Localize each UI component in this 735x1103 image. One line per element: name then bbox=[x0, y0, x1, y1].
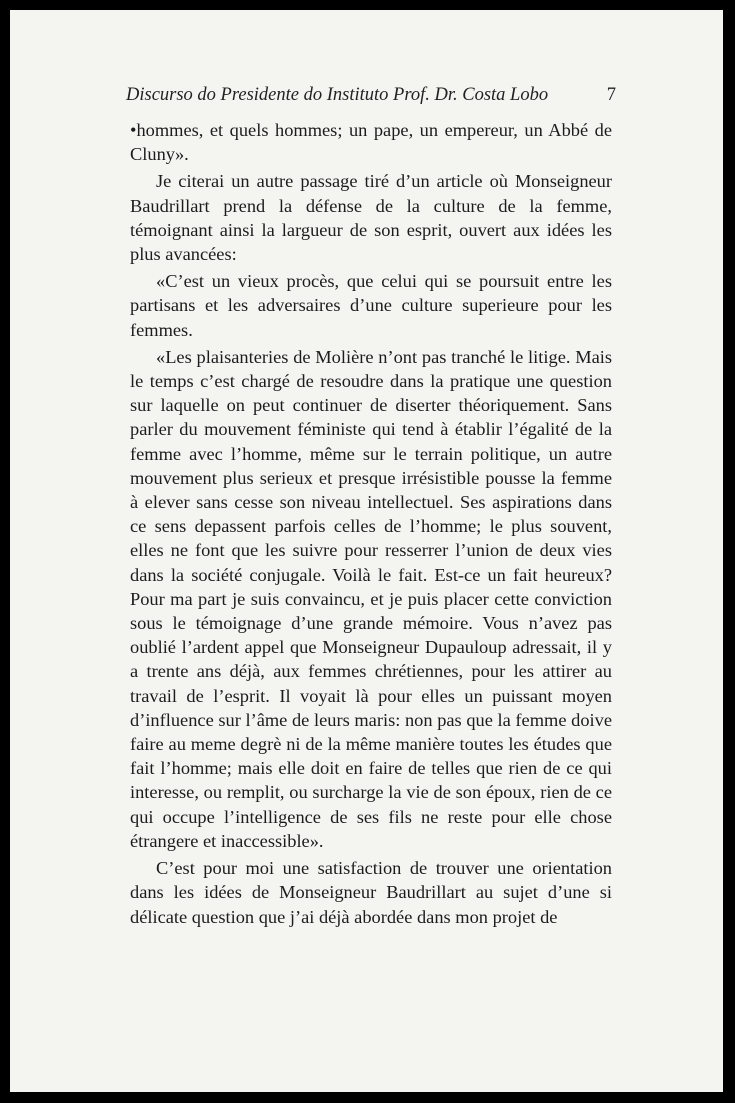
paragraph-continuation: •hommes, et quels hommes; un pape, un empereur, un Abbé de Cluny». bbox=[130, 120, 612, 165]
header-title: Discurso do Presidente do Instituto Prof. Dr. Costa Lobo bbox=[126, 85, 549, 105]
page-number: 7 bbox=[606, 85, 616, 105]
paragraph-conclusion: C’est pour moi une satisfaction de trouver une orientation dans les idées de Monseigneur Baudrillart au sujet d’une si délicate question que j’ai déjà abordée dans mon projet de bbox=[130, 858, 612, 927]
paragraph-quote-1: «C’est un vieux procès, que celui qui se poursuit entre les partisans et les adversaires d’une culture superieure pour les femmes. bbox=[130, 271, 612, 340]
paragraph-quote-2: «Les plaisanteries de Molière n’ont pas tranché le litige. Mais le temps c’est chargé de resoudre dans la pratique une question sur laquelle on peut continuer de diserter théoriquement. Sans parler du mouvement féministe qui tend à établir l’égalité de la femme avec l’homme, même sur le terrain politique, un autre mouvement plus serieux et presque irrésistible pousse la femme à elever sans cesse son niveau intellectuel. Ses aspirations dans ce sens depassent parfois celles de l’homme; le plus souvent, elles ne font que les suivre pour resserrer l’union de deux vies dans la société conjugale. Voilà le fait. Est-ce un fait heureux? Pour ma part je suis convaincu, et je puis placer cette conviction sous le témoignage d’une grande mémoire. Vous n’avez pas oublié l’ardent appel que Monseigneur Dupauloup adressait, il y a trente ans déjà, aux femmes chrétiennes, pour les attirer au travail de l’esprit. Il voyait là pour elles un puissant moyen d’influence sur l’âme de leurs maris: non pas que la femme doive faire au meme degrè ni de la même manière toutes les études que fait l’homme; mais elle doit en faire de telles que rien de ce qui interesse, ou remplit, ou surcharge la vie de son époux, rien de ce qui occupe l’intelligence de ses fils ne reste pour elle chose étrangere et inaccessible». bbox=[130, 346, 612, 851]
page bbox=[10, 10, 723, 1092]
body-text bbox=[130, 118, 612, 932]
paragraph-citation-intro: Je citerai un autre passage tiré d’un article où Monseigneur Baudrillart prend la défense de la culture de la femme, témoignant ainsi la largueur de son esprit, ouvert aux idées les plus avancées: bbox=[130, 171, 612, 265]
